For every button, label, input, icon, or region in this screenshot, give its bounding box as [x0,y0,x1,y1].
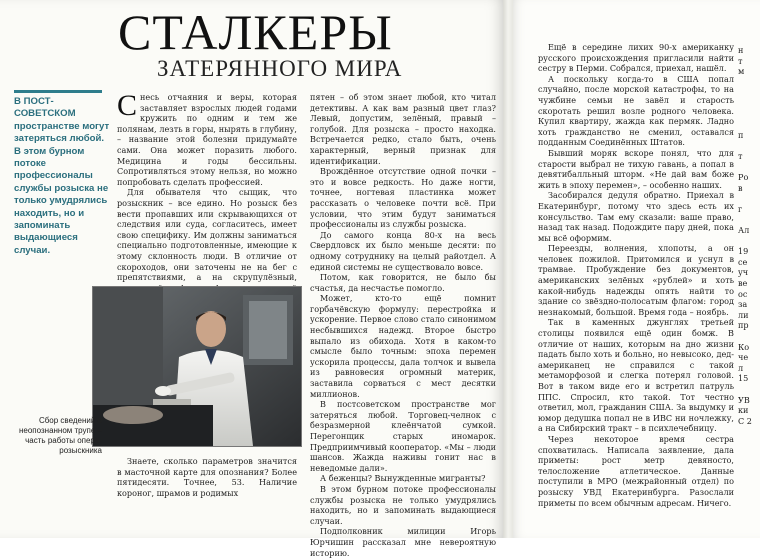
margin-fragment [738,193,760,204]
paragraph: Знаете, сколько параметров значится в масточной карте для опознания? Более пятидесяти. Точнее, 53. Наличие короног, шрамов и родимых [117,456,297,498]
article-column-1-bottom [117,456,297,538]
article-column-1 [117,89,297,285]
margin-fragment: Ко [738,341,750,352]
paragraph: В постсоветском пространстве мог затеряться любой. Торговец-челнок с безразмерной клеёнчатой сумкой. Перегонщик старых иномарок. Предприимчивый кооператор. «Мы – люди шансов. Жажда наживы гонит нас в неведомые дали». [310,399,496,473]
article-column-2 [310,92,496,558]
article-column-3 [538,42,734,538]
margin-fragment: се [738,256,748,267]
drop-cap: С [117,89,138,122]
margin-fragment [738,109,760,120]
photo-illustration [93,287,301,446]
paragraph: пятен – об этом знает любой, кто читал детективы. А как вам разный цвет глаз? Левый, допустим, зелёный, правый – голубой. Для розыска – просто находка. Встречается редко, стало быть, очень характерный, верный признак для идентификации. [310,92,496,166]
paragraph: Переезды, волнения, хлопоты, а он человек пожилой. Притомился и уснул в трамвае. Пробуждение без документов, американских зелёных «рублей» и хоть какой-нибудь надежды опять найти то здание со звёздно-полосатым флагом: город незнакомый, большой. Время года – ноябрь. [538,243,734,317]
margin-fragment: 19 [738,246,749,257]
margin-fragment [738,77,760,88]
paragraph: Ещё в середине лихих 90-х американку русского происхождения пригласили найти сестру в Перми. Собрался, приехал, нашёл. [538,42,734,74]
margin-fragment: 15 [738,373,749,384]
margin-fragment [738,140,760,151]
article-photo [92,286,302,447]
paragraph: А поскольку когда-то в США попал случайно, после морской катастрофы, то на чужбине семьи не завёл и старость скоротать решил возле родного человека. Купил квартиру, жажда как пермяк. Ладно хоть гражданство не сменил, оставался подданным Соединённых Штатов. [538,73,734,148]
margin-fragment: Ал [738,225,750,236]
paragraph: До самого конца 80-х на весь Свердловск их было меньше десяти: по одному сотруднику на целый райотдел. А единой системы не существовало вовсе. [310,229,496,272]
paragraph [117,89,297,187]
margin-fragment: ос [738,288,748,299]
paragraph: Подполковник милиции Игорь Юрчишин рассказал мне невероятную историю. [310,526,496,558]
margin-fragment [738,331,760,342]
margin-fragment: че [738,352,749,363]
paragraph: В этом бурном потоке профессионалы службы розыска не только умудрялись находить, но и запоминать выдающиеся случаи. [310,483,496,526]
margin-fragment: УВ [738,394,750,405]
margin-fragment [738,384,760,395]
margin-fragment: С 2 [738,415,752,426]
lead-accent-bar [14,90,102,93]
paragraph: Для обывателя что сыщик, что розыскник – все едино. Но розыск без вести пропавших или скрывающихся от следствия или суда, согласитесь, имеет свою специфику. Им должны заниматься специально подготовленные, имеющие к этому склонность люди. В отличие от скороходов, они заточены не на бег с препятствиями, а на скрупулёзный, [117,187,297,283]
margin-fragment: уч [738,267,749,278]
next-page-margin-fragments [738,45,760,426]
lead-paragraph: В ПОСТ-СОВЕТСКОМ пространстве могут затеряться любой. В этом бурном потоке профессионалы службы розыска не только умудрялись находить, но и запоминать выдающиеся случаи. [14,96,110,256]
margin-fragment: г [738,203,743,214]
paragraph: Врождённое отсутствие одной почки – это и вовсе редкость. Но даже ногти, точнее, ногтевая пластинка может рассказать о человеке почти всё. При условии, что этим будут заниматься профессионалы из службы розыска. [310,166,496,230]
margin-fragment [738,162,760,173]
photo-caption: Сбор сведений о неопознанном трупе – часть работы опера-розыскника [18,416,102,455]
margin-fragment: за [738,299,748,310]
margin-fragment [738,236,760,247]
margin-fragment: н [738,45,744,55]
paragraph: Так в каменных джунглях третьей столицы появился ещё один бомж. В отличие от наших, которым на дно жизни падать было хоть и больно, но невысоко, дед-американец не справился с такой метаморфозой и слегка потерял головой. Вот в таком виде его и встретил патруль ППС. Спросил, кто такой. Тот честно ответил, мол, гражданин США. За выдумку и юмор дедушка попал не в ИВС ни ночлежку, а на Сибирский тракт – в психлечебницу. [538,317,734,434]
paragraph: Бывший моряк вскоре понял, что для старости выбрал не тихую гавань, а попал в девятибалльный шторм. «Не дай вам боже жить в эпоху перемен», – особенно наших. [538,147,734,190]
margin-fragment: ве [738,278,748,289]
paragraph: Может, кто-то ещё помнит горбачёвскую формулу: перестройка и ускорение. Первое слово стало синонимом несбывшихся надежд. Второе быстро выпало из обихода. Хотя в каком-то смысле было точным: эпоха перемен ускорила процессы, дала толчок и вывела из равновесия огромный материк, заставила сорваться с мест десятки миллионов. [310,293,496,399]
paragraph: А беженцы? Вынужденные мигранты? [320,473,486,484]
margin-fragment [738,119,760,130]
paragraph-text: несь отчаяния и веры, которая заставляет взрослых людей годами кружить по одним и тем же полянам, лезть в горы, нырять в глубину, – название этой болезни придумайте сами. Она может поразить любого. Медицина и годы бессильны. Сопротивляться этому нельзя, но можно попробовать сделать профессией. [117,92,297,187]
margin-fragment: ли [738,309,749,320]
page-gutter [503,0,513,538]
margin-fragment: л [738,362,744,373]
margin-fragment: т [738,150,743,161]
margin-fragment: п [738,129,744,140]
article-title: СТАЛКЕРЫ [118,4,393,60]
margin-fragment: ки [738,405,749,416]
margin-fragment [738,215,760,226]
margin-fragment: в [738,182,743,193]
paragraph: Засобирался дедуля обратно. Приехал в Екатеринбург, потому что здесь есть их консульство. Там ему сказали: ваше право, назад так назад. Подождите пару дней, пока мы всё оформим. [538,190,734,243]
margin-fragment: Ро [738,172,749,183]
margin-fragment [738,87,760,98]
margin-fragment: т [738,55,743,66]
article-subtitle: ЗАТЕРЯННОГО МИРА [157,56,403,81]
paragraph: Потом, как говорится, не было бы счастья, да несчастье помогло. [310,272,496,293]
margin-fragment [738,98,760,109]
paragraph: Через некоторое время сестра спохватилась. Написала заявление, дала приметы: рост метр девяносто, телосложение атлетическое. Данные поступили в МРО (межрайонный отдел) по розыску УВД Екатеринбурга. Разослали приметы по всем обычным адресам. Ничего. [538,433,734,508]
margin-fragment: пр [738,320,749,331]
margin-fragment: м [738,66,745,77]
